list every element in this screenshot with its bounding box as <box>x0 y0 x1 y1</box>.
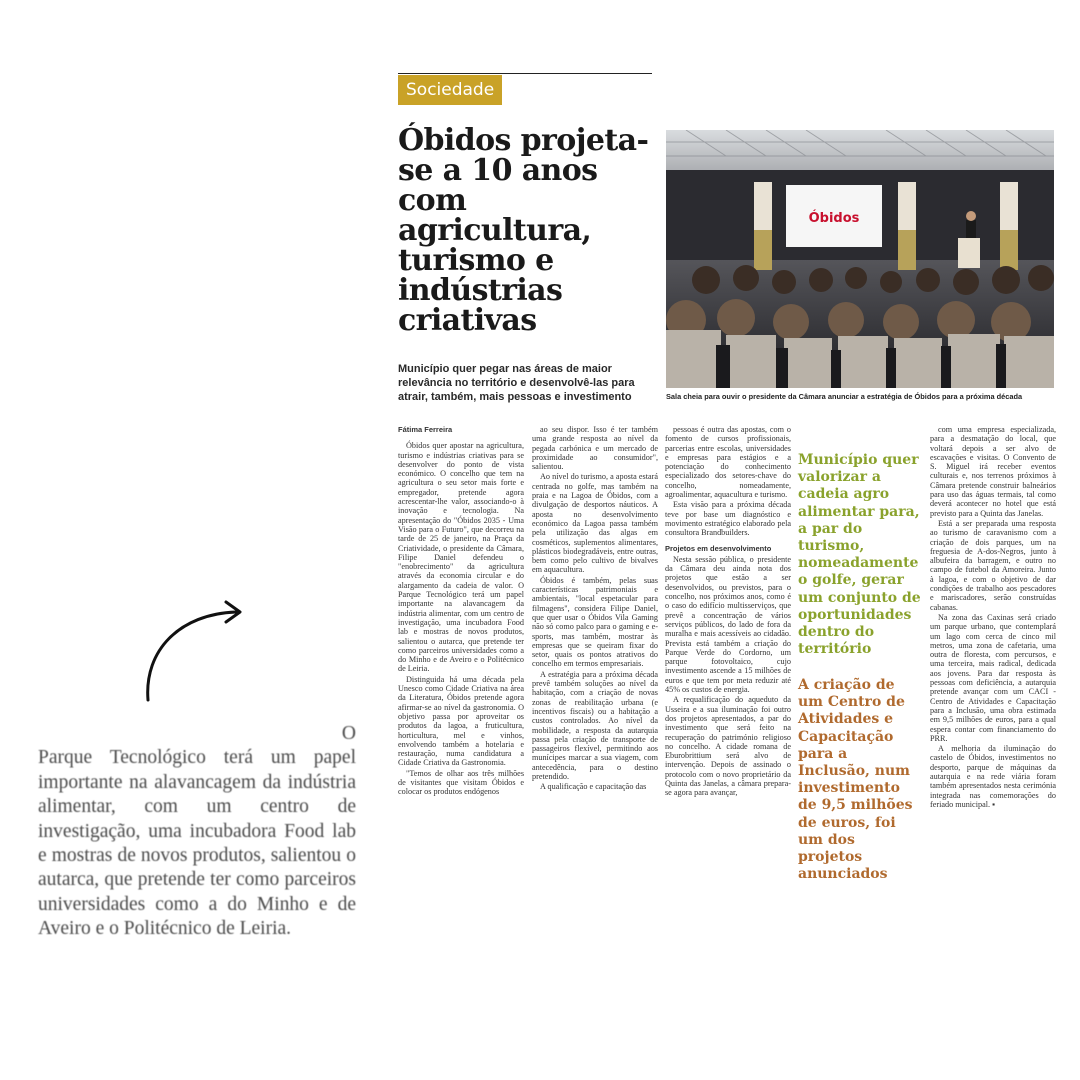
author-byline: Fátima Ferreira <box>398 425 453 434</box>
article-column-2 <box>532 425 658 793</box>
paragraph: Está a ser preparada uma resposta ao turismo de caravanismo com a criação de dois parques, um na freguesia de A-dos-Negros, junto à albufeira da barragem, e outro no campo de futebol da Amoreira. Junto à lagoa, e com o objetivo de dar condições de trabalho aos pescadores e mariscadores, serão construídas cabanas. <box>930 518 1056 612</box>
paragraph: A melhoria da iluminação do castelo de Óbidos, investimentos no desporto, parque de máquinas da autarquia e na rede viária foram também apresentados nesta cerimónia integrada nas comemorações do feriado municipal. ▪ <box>930 744 1056 809</box>
section-subtitle: Projetos em desenvolvimento <box>665 543 772 553</box>
article-column-1 <box>398 425 524 798</box>
paragraph: A qualificação e capacitação das <box>540 782 647 792</box>
event-photo <box>666 130 1054 388</box>
zoomed-excerpt <box>38 722 356 942</box>
zoomed-excerpt-first-word: O <box>341 723 356 744</box>
paragraph: Distinguida há uma década pela Unesco como Cidade Criativa na área da Literatura, Óbidos pretende agora afirmar-se ao nível da gastronomia. O objetivo passa por aproveitar os produtos da lagoa, a fruticultura, horticultura, mel e vinhos, envolvendo também a hotelaria e restauração, numa candidatura a Cidade Criativa da Gastronomia. <box>398 674 524 768</box>
paragraph: Nesta sessão pública, o presidente da Câmara deu ainda nota dos projetos que estão a ser desenvolvidos, ou previstos, para o concelho, nos próximos anos, como é o caso do edifício multisserviços, que prevê a concentração de vários serviços públicos, do lado de fora da muralha e mais acessíveis ao cidadão. Prevista está também a criação do Parque Verde do Cordorno, um parque fotovoltaico, cujo investimento ascende a 15 milhões de euros e que tem por meta reduzir até 45% os custos de energia. <box>665 554 791 695</box>
article-column-3 <box>665 425 791 799</box>
top-rule <box>398 73 652 74</box>
photo-caption: Sala cheia para ouvir o presidente da Câmara anunciar a estratégia de Óbidos para a próxima década <box>666 392 1023 401</box>
paragraph: Ao nível do turismo, a aposta estará centrada no golfe, mas também na praia e na Lagoa de Óbidos, com a divulgação de desportos náuticos. A aposta no desenvolvimento económico da Lagoa passa também pela utilização das algas em cosméticos, suplementos alimentares, plásticos biodegradáveis, entre outras, bem como pelo cultivo de bivalves em aquacultura. <box>532 472 658 575</box>
paragraph: A requalificação do aqueduto da Usseira e a sua iluminação foi outro dos projetos apresentados, a par do investimento que será feito na recuperação do património religioso no concelho. A cidade romana de Eburobrittium será alvo de intervenção. Depois de assinado o protocolo com o novo proprietário da Quinta das Janelas, a câmara prepara-se agora para avançar, <box>665 695 791 798</box>
paragraph: pessoas é outra das apostas, com o fomento de cursos profissionais, parcerias entre escolas, universidades e empresas para estágios e a potenciação do conhecimento especializado dos setores-chave do concelho, nomeadamente, agroalimentar, aquacultura e turismo. <box>665 425 791 500</box>
zoomed-excerpt-text: Parque Tecnológico terá um papel importante na alavancagem da indústria alimentar, com um centro de investigação, uma incubadora Food lab e mostras de novos produtos, salientou o autarca, que pretende ter como parceiros universidades como a do Minho e de Aveiro e o Politécnico de Leiria. <box>38 747 356 940</box>
pullquote-green: Município quer valorizar a cadeia agro alimentar para, a par do turismo, nomeadamente o golfe, gerar um conjunto de oportunidades dentro do território <box>798 452 921 658</box>
paragraph: A estratégia para a próxima década prevê também soluções ao nível da habitação, com a criação de novas zonas de reabilitação urbana (e incentivos fiscais) ou a habitação a custos controlados. Ao nível da mobilidade, a resposta da autarquia passa pela criação de transporte de passageiros flexível, permitindo aos munícipes marcar a sua viagem, com antecedência, para o destino pretendido. <box>532 669 658 781</box>
subhead: Município quer pegar nas áreas de maior relevância no território e desenvolvê-las para atrair, também, mais pessoas e investimento <box>398 363 635 403</box>
section-tag: Sociedade <box>398 75 502 105</box>
article-column-5 <box>930 425 1056 810</box>
pullquote-brown: A criação de um Centro de Atividades e Capacitação para a Inclusão, num investimento de 9,5 milhões de euros, foi um dos projetos anunciados <box>798 677 913 883</box>
paragraph: Óbidos quer apostar na agricultura, turismo e indústrias criativas para se desenvolver do ponto de vista económico. O concelho que tem na agricultura o seu setor mais forte e empregador, pretende agora acrescentar-lhe valor, associando-o à inovação e tecnologia. Na apresentação do "Óbidos 2035 - Uma Visão para o Futuro", que decorreu na tarde de 25 de janeiro, na Praça da Criatividade, o presidente da Câmara, Filipe Daniel defendeu o "enobrecimento" da agricultura através da economia circular e do alargamento da cadeia de valor. O Parque Tecnológico terá um papel importante na alavancagem da indústria alimentar, com um centro de investigação, uma incubadora Food lab e mostras de novos produtos, salientou o autarca, que pretende ter como parceiros universidades como a do Minho e de Aveiro e o Politécnico de Leiria. <box>398 441 524 674</box>
curved-arrow-icon <box>140 600 250 710</box>
paragraph: Óbidos é também, pelas suas características patrimoniais e ambientais, "local espetacular para filmagens", considera Filipe Daniel, que quer usar o Óbidos Vila Gaming não só como palco para o gaming e e-sports, mas também, mostrar às empresas que se queiram fixar do setor, quais os pontos atrativos do concelho em termos empresariais. <box>532 575 658 669</box>
paragraph: "Temos de olhar aos três milhões de visitantes que visitam Óbidos e colocar os produtos endógenos <box>398 768 524 797</box>
paragraph: com uma empresa especializada, para a desmatação do local, que voltará depois a ser alvo de escavações e visitas. O Convento de S. Miguel irá receber eventos culturais e, nos terrenos próximos à Câmara pretende construir balneários para uso das águas termais, tal como deverá acontecer no hotel que está previsto para a Quinta das Janelas. <box>930 425 1056 518</box>
event-photo-illustration <box>666 130 1054 388</box>
headline: Óbidos projeta-se a 10 anos com agricultura, turismo e indústrias criativas <box>398 123 649 338</box>
paragraph: Esta visão para a próxima década teve por base um diagnóstico e movimento estratégico elaborado pela consultora Brandbuilders. <box>665 500 791 538</box>
paragraph: ao seu dispor. Isso é ter também uma grande resposta ao nível da pegada carbónica e um mercado de proximidade ao consumidor", salientou. <box>532 425 658 472</box>
paragraph: Na zona das Caxinas será criado um parque urbano, que contemplará um lago com cerca de cinco mil metros, uma zona de cafetaria, uma outra de floresta, com percursos, e uma terceira, mais radical, dedicada aos jovens. Para dar resposta às pessoas com deficiência, a autarquia pretende avançar com um CACI - Centro de Atividades e Capacitação para a Inclusão, uma obra estimada em 9,5 milhões de euros, para a qual espera contar com financiamento do PRR. <box>930 612 1056 743</box>
screen-logo: Óbidos <box>808 211 860 226</box>
